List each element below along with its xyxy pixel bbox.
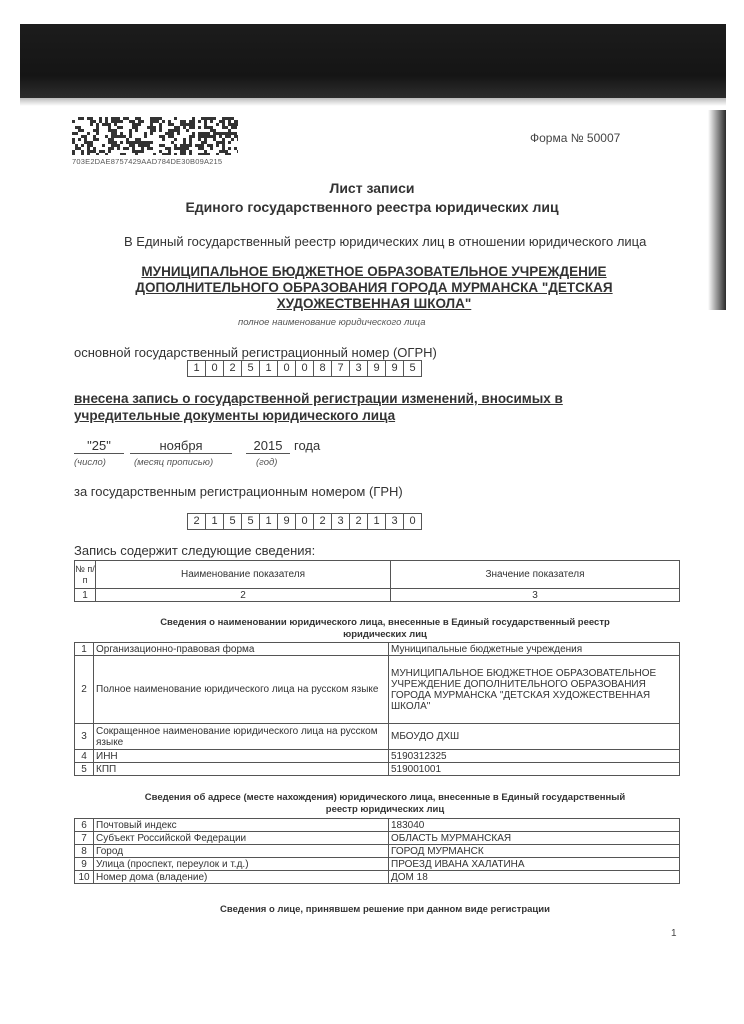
table-row	[75, 871, 680, 884]
row-name: ИНН	[94, 750, 389, 763]
section-address-title	[90, 792, 680, 816]
row-name: Субъект Российской Федерации	[94, 832, 389, 845]
row-name: Полное наименование юридического лица на русском языке	[94, 656, 389, 724]
grn-digit: 5	[223, 514, 241, 529]
table-row	[75, 819, 680, 832]
organization-name-caption: полное наименование юридического лица	[238, 317, 426, 328]
ogrn-digit: 8	[313, 361, 331, 376]
section-decision-title: Сведения о лице, принявшем решение при данном виде регистрации	[220, 904, 550, 915]
row-value: 5190312325	[389, 750, 680, 763]
row-value: Муниципальные бюджетные учреждения	[389, 643, 680, 656]
row-name: Номер дома (владение)	[94, 871, 389, 884]
ogrn-label: основной государственный регистрационный номер (ОГРН)	[74, 345, 437, 360]
col-index: 1	[75, 589, 96, 602]
ogrn-digit: 2	[223, 361, 241, 376]
col-number-header: № п/п	[75, 561, 96, 589]
ogrn-digit: 3	[349, 361, 367, 376]
row-number: 4	[75, 750, 94, 763]
document-subtitle: Единого государственного реестра юридических лиц	[185, 199, 559, 215]
table-row	[75, 763, 680, 776]
grn-digit: 0	[403, 514, 421, 529]
grn-digit: 2	[193, 515, 200, 527]
grn-digit: 3	[385, 514, 403, 529]
row-number: 1	[75, 643, 94, 656]
row-value: 519001001	[389, 763, 680, 776]
grn-digit: 5	[241, 514, 259, 529]
row-number: 7	[75, 832, 94, 845]
col-value-header: Значение показателя	[391, 561, 680, 589]
ogrn-digit: 9	[385, 361, 403, 376]
grn-digit: 2	[313, 514, 331, 529]
entry-description-line: учредительные документы юридического лица	[74, 408, 396, 423]
organization-name-line: ХУДОЖЕСТВЕННАЯ ШКОЛА"	[276, 296, 472, 311]
section-title-line: Сведения об адресе (месте нахождения) юридического лица, внесенные в Единый государственный	[144, 792, 626, 803]
section-title-line: Сведения о наименовании юридического лица, внесенные в Единый государственный реестр	[160, 617, 610, 628]
col-index: 3	[391, 589, 680, 602]
organization-name-line: ДОПОЛНИТЕЛЬНОГО ОБРАЗОВАНИЯ ГОРОДА МУРМАНСКА "ДЕТСКАЯ	[135, 280, 613, 295]
table-row	[75, 643, 680, 656]
grn-digit: 1	[205, 514, 223, 529]
organization-name	[74, 264, 674, 312]
ogrn-digit: 1	[259, 361, 277, 376]
grn-digit: 3	[331, 514, 349, 529]
date-year-caption: (год)	[256, 457, 278, 468]
table-row	[75, 845, 680, 858]
row-name: Организационно-правовая форма	[94, 643, 389, 656]
ogrn-digit: 0	[295, 361, 313, 376]
row-number: 8	[75, 845, 94, 858]
row-value: МБОУДО ДХШ	[389, 724, 680, 750]
row-value: ДОМ 18	[389, 871, 680, 884]
date-day-caption: (число)	[74, 457, 106, 468]
row-value: 183040	[389, 819, 680, 832]
section-name-table	[74, 642, 680, 776]
grn-digits	[187, 513, 422, 530]
row-name: Улица (проспект, переулок и т.д.)	[94, 858, 389, 871]
table-row	[75, 750, 680, 763]
row-name: Сокращенное наименование юридического лица на русском языке	[94, 724, 389, 750]
ogrn-digit: 0	[205, 361, 223, 376]
grn-digit: 2	[349, 514, 367, 529]
row-number: 10	[75, 871, 94, 884]
row-value: ОБЛАСТЬ МУРМАНСКАЯ	[389, 832, 680, 845]
barcode-text: 703E2DAE8757429AAD784DE30B09A215	[72, 157, 223, 166]
ogrn-digit: 5	[403, 361, 421, 376]
document-title: Лист записи	[329, 180, 415, 196]
ogrn-digit: 7	[331, 361, 349, 376]
row-number: 5	[75, 763, 94, 776]
page-number: 1	[671, 928, 677, 939]
ogrn-digit: 0	[277, 361, 295, 376]
grn-label: за государственным регистрационным номером (ГРН)	[74, 484, 403, 499]
section-address-table	[74, 818, 680, 884]
intro-text-content: В Единый государственный реестр юридических лиц в отношении юридического лица	[124, 234, 647, 249]
scan-dark-band	[20, 24, 726, 98]
grn-digit: 1	[367, 514, 385, 529]
row-value: МУНИЦИПАЛЬНОЕ БЮДЖЕТНОЕ ОБРАЗОВАТЕЛЬНОЕ УЧРЕЖДЕНИЕ ДОПОЛНИТЕЛЬНОГО ОБРАЗОВАНИЯ ГОРОДА МУРМАНСКА "ДЕТСКАЯ ХУДОЖЕСТВЕННАЯ ШКОЛА"	[389, 656, 680, 724]
row-number: 2	[75, 656, 94, 724]
barcode-image	[72, 117, 238, 155]
row-number: 6	[75, 819, 94, 832]
row-name: Город	[94, 845, 389, 858]
date-month-caption: (месяц прописью)	[134, 457, 214, 468]
main-header-table	[74, 560, 680, 602]
row-number: 3	[75, 724, 94, 750]
organization-name-line: МУНИЦИПАЛЬНОЕ БЮДЖЕТНОЕ ОБРАЗОВАТЕЛЬНОЕ УЧРЕЖДЕНИЕ	[141, 264, 607, 279]
col-name-header: Наименование показателя	[96, 561, 391, 589]
grn-digit: 1	[259, 514, 277, 529]
date-month: ноября	[130, 438, 232, 454]
table-row	[75, 656, 680, 724]
ogrn-digit: 5	[241, 361, 259, 376]
entry-description	[74, 390, 654, 424]
section-title-line: реестр юридических лиц	[325, 804, 445, 815]
date-year-suffix: года	[294, 438, 321, 453]
table-row	[75, 858, 680, 871]
row-name: Почтовый индекс	[94, 819, 389, 832]
grn-digit: 9	[277, 514, 295, 529]
date-day: "25"	[74, 438, 124, 454]
ogrn-digit: 9	[367, 361, 385, 376]
scan-shadow	[20, 92, 726, 106]
row-name: КПП	[94, 763, 389, 776]
row-number: 9	[75, 858, 94, 871]
grn-digit: 0	[295, 514, 313, 529]
table-row	[75, 724, 680, 750]
ogrn-digits	[187, 360, 422, 377]
ogrn-digit: 1	[193, 362, 200, 374]
col-index: 2	[96, 589, 391, 602]
row-value: ГОРОД МУРМАНСК	[389, 845, 680, 858]
section-title-line: юридических лиц	[343, 629, 427, 640]
table-row	[75, 832, 680, 845]
intro-text	[74, 232, 694, 251]
row-value: ПРОЕЗД ИВАНА ХАЛАТИНА	[389, 858, 680, 871]
section-name-title	[90, 617, 680, 641]
contains-text: Запись содержит следующие сведения:	[74, 543, 316, 558]
form-number: Форма № 50007	[530, 131, 621, 145]
entry-description-line: внесена запись о государственной регистрации изменений, вносимых в	[74, 391, 563, 406]
date-year: 2015	[246, 438, 290, 454]
